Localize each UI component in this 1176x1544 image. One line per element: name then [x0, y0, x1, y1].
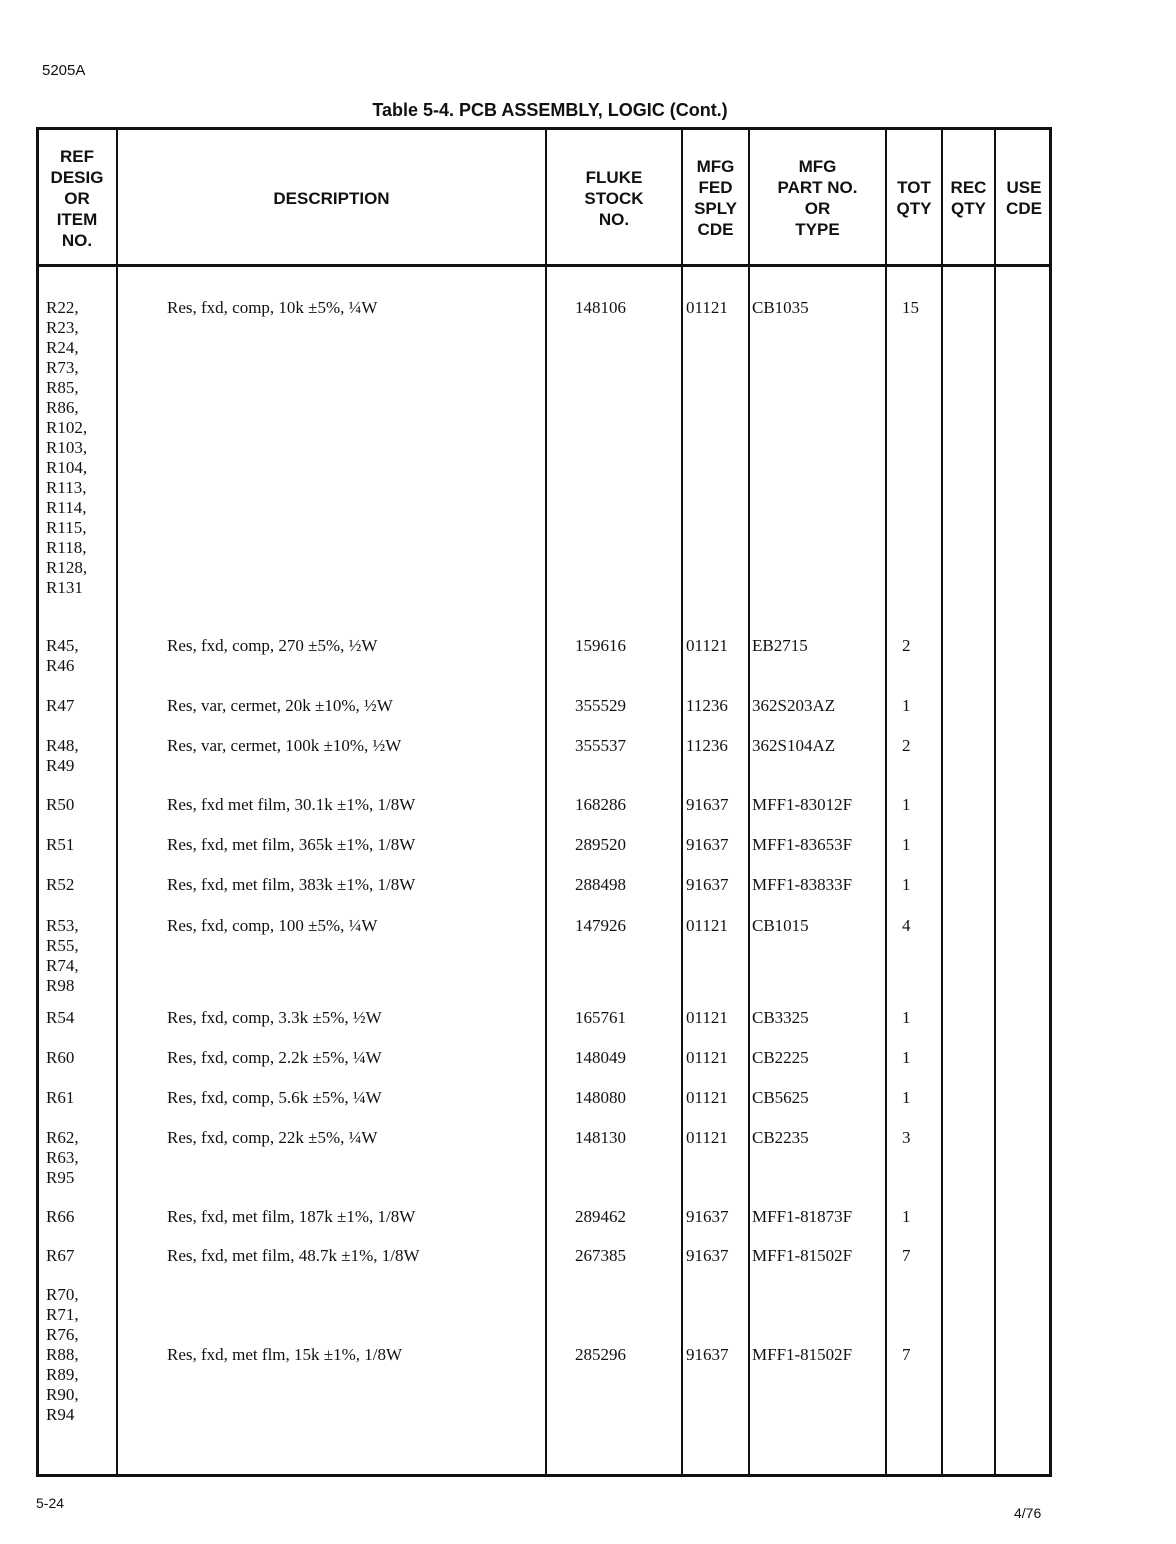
cell-part: EB2715: [752, 636, 808, 655]
cell-part: CB3325: [752, 1008, 809, 1027]
cell-tot: 1: [902, 795, 911, 814]
cell-desc: Res, fxd, met film, 48.7k ±1%, 1/8W: [167, 1246, 420, 1265]
header-part-no: MFG PART NO. OR TYPE: [777, 157, 858, 239]
cell-stock: 148080: [575, 1088, 626, 1107]
cell-desc: Res, fxd, met film, 187k ±1%, 1/8W: [167, 1207, 416, 1226]
cell-part: MFF1-83012F: [752, 795, 853, 814]
page-date: 4/76: [1014, 1505, 1042, 1521]
column-divider: [748, 127, 750, 1477]
cell-desc: Res, fxd, comp, 22k ±5%, ¼W: [167, 1128, 378, 1147]
column-divider: [545, 127, 547, 1477]
cell-fed: 01121: [686, 1088, 728, 1107]
cell-stock: 148106: [575, 298, 626, 317]
cell-stock: 289520: [575, 835, 626, 854]
cell-ref: R66: [46, 1207, 75, 1226]
cell-part: MFF1-81502F: [752, 1246, 853, 1265]
cell-fed: 91637: [686, 795, 729, 814]
cell-tot: 1: [902, 835, 911, 854]
cell-fed: 91637: [686, 835, 729, 854]
cell-tot: 1: [902, 1207, 911, 1226]
cell-tot: 3: [902, 1128, 911, 1147]
column-divider: [941, 127, 943, 1477]
cell-fed: 01121: [686, 1048, 728, 1067]
cell-tot: 4: [902, 916, 911, 935]
cell-fed: 91637: [686, 875, 729, 894]
cell-part: MFF1-83833F: [752, 875, 853, 894]
cell-ref: R54: [46, 1008, 75, 1027]
column-divider: [994, 127, 996, 1477]
cell-stock: 288498: [575, 875, 626, 894]
cell-part: CB1015: [752, 916, 809, 935]
cell-fed: 11236: [686, 736, 728, 755]
cell-stock: 147926: [575, 916, 626, 935]
cell-fed: 01121: [686, 636, 728, 655]
cell-stock: 159616: [575, 636, 626, 655]
cell-fed: 91637: [686, 1345, 729, 1364]
cell-ref: R70, R71, R76, R88, R89, R90, R94: [46, 1285, 79, 1424]
column-divider: [681, 127, 683, 1477]
cell-ref: R51: [46, 835, 75, 854]
cell-fed: 91637: [686, 1207, 729, 1226]
cell-desc: Res, fxd, comp, 10k ±5%, ¼W: [167, 298, 378, 317]
cell-stock: 165761: [575, 1008, 626, 1027]
cell-stock: 148130: [575, 1128, 626, 1147]
cell-part: MFF1-81873F: [752, 1207, 853, 1226]
cell-ref: R52: [46, 875, 75, 894]
page-number: 5-24: [36, 1495, 65, 1511]
cell-tot: 7: [902, 1246, 911, 1265]
cell-part: 362S104AZ: [752, 736, 836, 755]
cell-ref: R48, R49: [46, 736, 79, 775]
cell-desc: Res, fxd, comp, 2.2k ±5%, ¼W: [167, 1048, 382, 1067]
cell-part: CB2225: [752, 1048, 809, 1067]
cell-tot: 1: [902, 696, 911, 715]
cell-desc: Res, var, cermet, 100k ±10%, ½W: [167, 736, 402, 755]
cell-desc: Res, fxd, comp, 270 ±5%, ½W: [167, 636, 378, 655]
cell-stock: 285296: [575, 1345, 626, 1364]
table-title: Table 5-4. PCB ASSEMBLY, LOGIC (Cont.): [372, 100, 728, 120]
cell-desc: Res, fxd, met film, 383k ±1%, 1/8W: [167, 875, 416, 894]
cell-stock: 168286: [575, 795, 626, 814]
cell-desc: Res, fxd met film, 30.1k ±1%, 1/8W: [167, 795, 416, 814]
cell-tot: 2: [902, 736, 911, 755]
header-use-cde: USE CDE: [1006, 178, 1042, 218]
cell-ref: R45, R46: [46, 636, 79, 675]
header-description: DESCRIPTION: [273, 188, 390, 208]
header-rec-qty: REC QTY: [950, 178, 987, 218]
cell-desc: Res, fxd, comp, 100 ±5%, ¼W: [167, 916, 378, 935]
cell-desc: Res, var, cermet, 20k ±10%, ½W: [167, 696, 393, 715]
header-fed-sply-cde: MFG FED SPLY CDE: [694, 157, 737, 239]
cell-desc: Res, fxd, comp, 3.3k ±5%, ½W: [167, 1008, 382, 1027]
column-divider: [116, 127, 118, 1477]
cell-fed: 01121: [686, 1008, 728, 1027]
cell-desc: Res, fxd, met film, 365k ±1%, 1/8W: [167, 835, 416, 854]
cell-stock: 355529: [575, 696, 626, 715]
cell-tot: 1: [902, 1008, 911, 1027]
cell-fed: 91637: [686, 1246, 729, 1265]
cell-ref: R67: [46, 1246, 75, 1265]
header-divider: [36, 264, 1052, 267]
cell-fed: 11236: [686, 696, 728, 715]
cell-part: CB1035: [752, 298, 809, 317]
cell-tot: 1: [902, 1088, 911, 1107]
cell-fed: 01121: [686, 916, 728, 935]
cell-desc: Res, fxd, met flm, 15k ±1%, 1/8W: [167, 1345, 403, 1364]
header-stock-no: FLUKE STOCK NO.: [584, 167, 644, 229]
cell-stock: 355537: [575, 736, 626, 755]
cell-fed: 01121: [686, 1128, 728, 1147]
cell-tot: 7: [902, 1345, 911, 1364]
cell-ref: R50: [46, 795, 75, 814]
cell-tot: 15: [902, 298, 919, 317]
cell-ref: R53, R55, R74, R98: [46, 916, 79, 995]
column-divider: [885, 127, 887, 1477]
cell-ref: R60: [46, 1048, 75, 1067]
cell-ref: R62, R63, R95: [46, 1128, 79, 1187]
cell-tot: 1: [902, 1048, 911, 1067]
cell-tot: 2: [902, 636, 911, 655]
cell-tot: 1: [902, 875, 911, 894]
page-id: 5205A: [42, 62, 86, 79]
cell-desc: Res, fxd, comp, 5.6k ±5%, ¼W: [167, 1088, 382, 1107]
cell-stock: 148049: [575, 1048, 626, 1067]
cell-part: CB5625: [752, 1088, 809, 1107]
cell-ref: R22, R23, R24, R73, R85, R86, R102, R103, R104, R113, R114, R115, R118, R128, R131: [46, 298, 88, 597]
cell-stock: 267385: [575, 1246, 626, 1265]
cell-fed: 01121: [686, 298, 728, 317]
cell-part: MFF1-81502F: [752, 1345, 853, 1364]
cell-ref: R47: [46, 696, 75, 715]
cell-part: MFF1-83653F: [752, 835, 853, 854]
cell-part: 362S203AZ: [752, 696, 836, 715]
cell-part: CB2235: [752, 1128, 809, 1147]
cell-stock: 289462: [575, 1207, 626, 1226]
header-ref: REF DESIG OR ITEM NO.: [50, 146, 104, 250]
cell-ref: R61: [46, 1088, 75, 1107]
header-tot-qty: TOT QTY: [896, 178, 932, 218]
